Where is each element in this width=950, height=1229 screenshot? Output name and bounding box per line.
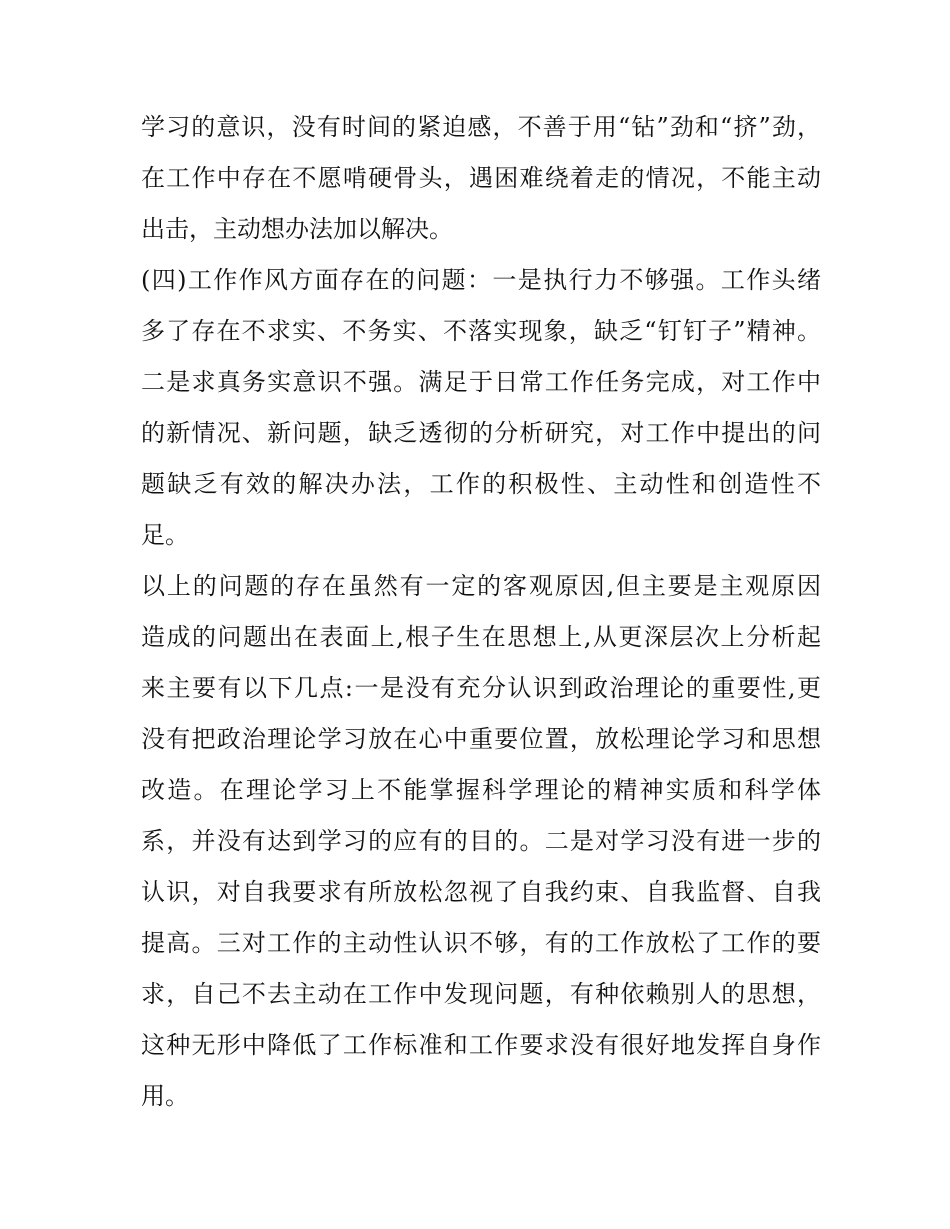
text-line: 提高。三对工作的主动性认识不够，有的工作放松了工作的要 (141, 929, 821, 957)
text-line: 学习的意识，没有时间的紧迫感，不善于用“钻”劲和“挤”劲， (141, 113, 821, 141)
text-line: 认识，对自我要求有所放松忽视了自我约束、自我监督、自我 (141, 878, 821, 906)
text-line: 多了存在不求实、不务实、不落实现象，缺乏“钉钉子”精神。 (141, 317, 821, 345)
text-line: 二是求真务实意识不强。满足于日常工作任务完成，对工作中 (141, 368, 821, 396)
text-line: 题缺乏有效的解决办法，工作的积极性、主动性和创造性不 (141, 470, 821, 498)
text-line: 用。 (141, 1082, 189, 1110)
text-line: (四)工作作风方面存在的问题：一是执行力不够强。工作头绪 (141, 266, 821, 294)
text-line: 出击，主动想办法加以解决。 (141, 215, 453, 243)
document-body (141, 102, 821, 1122)
text-line: 求，自己不去主动在工作中发现问题，有种依赖别人的思想， (141, 980, 821, 1008)
text-line: 系，并没有达到学习的应有的目的。二是对学习没有进一步的 (141, 827, 821, 855)
text-line: 这种无形中降低了工作标准和工作要求没有很好地发挥自身作 (141, 1031, 821, 1059)
text-line: 没有把政治理论学习放在心中重要位置，放松理论学习和思想 (141, 725, 821, 753)
text-line: 的新情况、新问题，缺乏透彻的分析研究，对工作中提出的问 (141, 419, 821, 447)
text-line: 在工作中存在不愿啃硬骨头，遇困难绕着走的情况，不能主动 (141, 164, 821, 192)
text-line: 足。 (141, 521, 189, 549)
text-line: 来主要有以下几点:一是没有充分认识到政治理论的重要性,更 (141, 674, 821, 702)
text-line: 以上的问题的存在虽然有一定的客观原因,但主要是主观原因 (141, 572, 821, 600)
text-line: 造成的问题出在表面上,根子生在思想上,从更深层次上分析起 (141, 623, 821, 651)
text-line: 改造。在理论学习上不能掌握科学理论的精神实质和科学体 (141, 776, 821, 804)
